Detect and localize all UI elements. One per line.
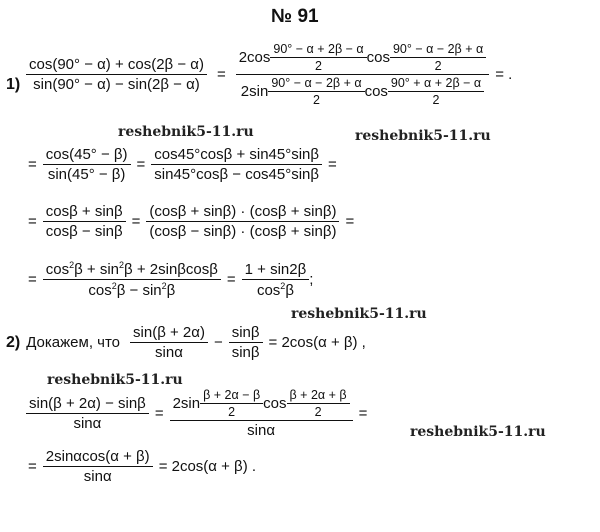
fraction xyxy=(26,395,149,432)
equation-line-6 xyxy=(28,448,256,485)
exponent: 2 xyxy=(69,260,75,270)
fraction xyxy=(270,42,366,73)
fraction xyxy=(287,388,350,419)
term: cos xyxy=(45,261,70,278)
numerator xyxy=(170,388,353,421)
func-text: 2sin xyxy=(240,83,269,100)
equation-line-2 xyxy=(28,146,337,183)
rhs: = 2cos(α + β) , xyxy=(268,334,366,351)
denominator: 2 xyxy=(432,93,440,107)
fraction xyxy=(268,76,364,107)
denominator: 2 xyxy=(315,59,322,73)
numerator xyxy=(43,260,221,280)
term: β + sin xyxy=(74,261,120,278)
numerator: sinβ xyxy=(229,324,263,343)
equals-sign: = xyxy=(28,156,37,173)
term: β − sin xyxy=(116,282,162,299)
equals-sign: = xyxy=(328,156,337,173)
semicolon: ; xyxy=(309,271,314,288)
equation-line-4 xyxy=(28,260,313,299)
numerator xyxy=(236,42,490,75)
exponent: 2 xyxy=(119,260,125,270)
term: cos xyxy=(256,281,281,299)
watermark: reshebnik5-11.ru xyxy=(355,128,491,144)
watermark: reshebnik5-11.ru xyxy=(410,424,546,440)
numerator: sin(β + 2α) xyxy=(130,324,208,343)
numerator: β + 2α + β xyxy=(287,388,350,404)
denominator: sinα xyxy=(247,422,275,439)
fraction xyxy=(26,56,207,93)
fraction xyxy=(229,324,263,361)
fraction xyxy=(388,76,484,107)
numerator: (cosβ + sinβ) · (cosβ + sinβ) xyxy=(146,203,339,222)
equation-line-1 xyxy=(26,42,512,107)
fraction xyxy=(43,448,153,485)
numerator: cos(45° − β) xyxy=(43,146,131,165)
watermark: reshebnik5-11.ru xyxy=(47,372,183,388)
denominator xyxy=(238,75,487,107)
denominator xyxy=(85,280,178,299)
denominator: (cosβ − sinβ) · (cosβ + sinβ) xyxy=(149,223,337,240)
problem-2-label: 2) xyxy=(6,333,21,351)
numerator: β + 2α − β xyxy=(200,388,263,404)
numerator: 90° − α − 2β + α xyxy=(390,42,486,58)
numerator: 90° + α + 2β − α xyxy=(388,76,484,92)
exponent: 2 xyxy=(280,280,286,291)
func-text: 2sin xyxy=(172,395,201,412)
fraction xyxy=(43,203,126,240)
denominator: sinα xyxy=(73,415,102,432)
big-fraction xyxy=(236,42,490,107)
numerator: sin(β + 2α) − sinβ xyxy=(26,395,149,414)
trailing-equals: = . xyxy=(495,66,513,83)
term: β + 2sinβcosβ xyxy=(124,261,218,278)
equals-sign: = xyxy=(131,213,141,230)
equals-sign: = xyxy=(154,405,164,422)
func-text: cos xyxy=(364,83,388,100)
exponent: 2 xyxy=(111,281,117,291)
watermark: reshebnik5-11.ru xyxy=(118,124,254,140)
denominator: sinβ xyxy=(231,344,260,361)
numerator: cosβ + sinβ xyxy=(43,203,126,222)
big-fraction xyxy=(170,388,353,439)
numerator: 90° − α − 2β + α xyxy=(268,76,364,92)
equals-sign: = xyxy=(28,213,37,230)
minus-sign: − xyxy=(213,334,223,351)
numerator: 2sinαcos(α + β) xyxy=(43,448,153,467)
numerator: 1 + sin2β xyxy=(242,261,310,280)
fraction xyxy=(43,146,131,183)
denominator: 2 xyxy=(314,405,322,419)
term: β xyxy=(285,281,294,299)
equals-sign: = xyxy=(136,156,146,173)
equals-sign: = xyxy=(216,66,226,83)
func-text: cos xyxy=(366,49,390,66)
problem-2-statement xyxy=(6,324,366,361)
equals-sign: = xyxy=(28,271,37,288)
fraction xyxy=(151,146,322,183)
fraction xyxy=(43,260,221,299)
rhs: = 2cos(α + β) . xyxy=(158,458,257,475)
numerator: 90° − α + 2β − α xyxy=(270,42,366,58)
term: cos xyxy=(88,282,112,299)
denominator: sin(45° − β) xyxy=(47,166,126,183)
denominator: cosβ − sinβ xyxy=(45,223,123,240)
denominator xyxy=(254,280,297,299)
watermark: reshebnik5-11.ru xyxy=(291,306,427,322)
fraction xyxy=(242,261,310,299)
denominator: sinα xyxy=(83,468,112,485)
equation-line-5 xyxy=(26,388,367,439)
intro-text: Докажем, что xyxy=(26,334,121,351)
term: β xyxy=(166,282,176,299)
fraction xyxy=(390,42,486,73)
fraction xyxy=(200,388,263,419)
func-text: cos xyxy=(263,395,287,412)
equals-sign: = xyxy=(28,458,37,475)
denominator: 2 xyxy=(228,405,236,419)
problem-1-label: 1) xyxy=(6,76,21,93)
equals-sign: = xyxy=(345,213,355,230)
equation-line-3 xyxy=(28,203,354,240)
equals-sign: = xyxy=(358,405,368,422)
denominator: sin(90° − α) − sin(2β − α) xyxy=(33,76,200,93)
denominator: sin45°cosβ − cos45°sinβ xyxy=(154,166,320,183)
func-text: 2cos xyxy=(238,49,271,66)
fraction xyxy=(146,203,339,240)
denominator: 2 xyxy=(312,93,320,107)
numerator: cos45°cosβ + sin45°sinβ xyxy=(151,146,322,165)
denominator: sinα xyxy=(155,344,183,361)
fraction xyxy=(130,324,208,361)
numerator: cos(90° − α) + cos(2β − α) xyxy=(26,56,207,75)
equals-sign: = xyxy=(226,271,236,288)
page-title: № 91 xyxy=(271,6,319,27)
denominator: 2 xyxy=(434,59,442,73)
exponent: 2 xyxy=(161,281,167,291)
